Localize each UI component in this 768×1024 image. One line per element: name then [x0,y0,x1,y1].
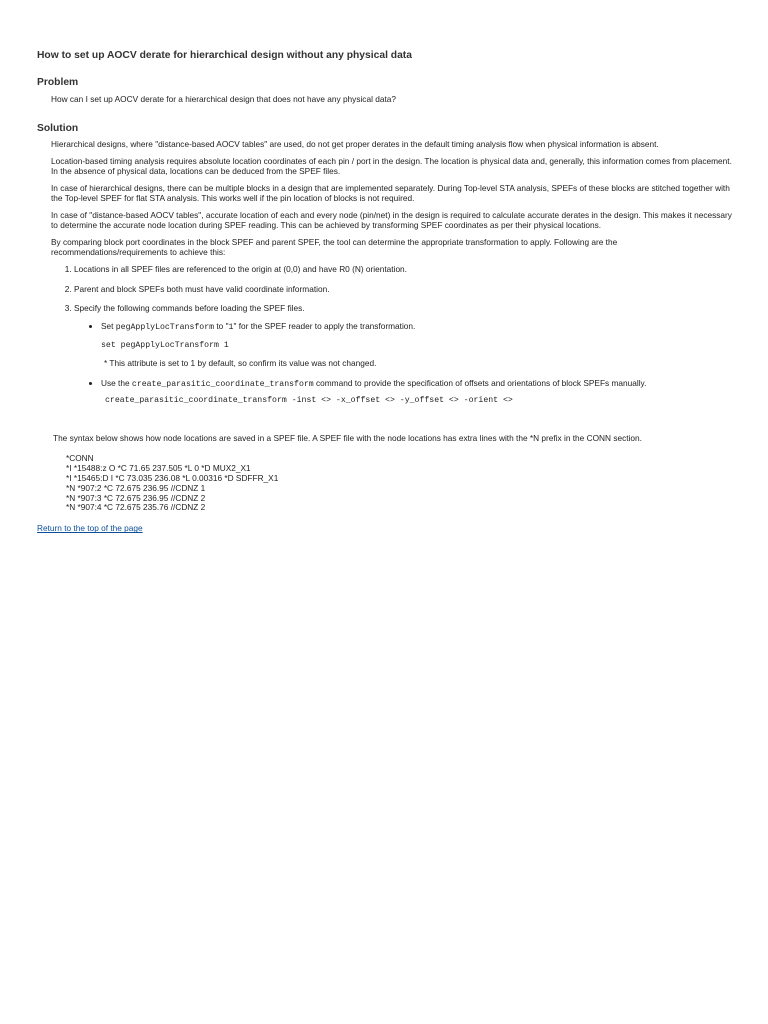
conn-line: *N *907:4 *C 72.675 235.76 //CDNZ 2 [66,502,206,513]
solution-heading: Solution [37,122,79,134]
bullet-text: " for the SPEF reader to apply the transformation. [233,321,416,332]
steps-list [51,265,732,406]
syntax-intro: The syntax below shows how node locations are saved in a SPEF file. A SPEF file with the node locations has extra lines with the *N prefix in the CONN section. [53,432,642,443]
solution-body [51,140,732,258]
bullet-text: to " [214,321,229,332]
step-text: Locations in all SPEF files are referenced to the origin at (0,0) and have R0 (N) orientation. [74,263,407,274]
solution-paragraph: Hierarchical designs, where "distance-based AOCV tables" are used, do not get proper derates in the default timing analysis flow when physical information is absent. [51,138,659,149]
conn-line: *I *15465:D I *C 73.035 236.08 *L 0.00316 *D SDFFR_X1 [66,472,279,483]
command-code-block: create_parasitic_coordinate_transform -inst <> -x_offset <> -y_offset <> -orient <> [105,395,513,405]
step-item [74,304,732,405]
step-item [74,265,732,275]
bullet-text: Use the [101,378,132,389]
conn-line: *I *15488:z O *C 71.65 237.505 *L 0 *D MUX2_X1 [66,462,251,473]
conn-line: *N *907:3 *C 72.675 236.95 //CDNZ 2 [66,492,206,503]
step-text: Specify the following commands before loading the SPEF files. [74,303,305,314]
bullet-item [101,379,732,406]
bullet-text: command to provide the specification of offsets and orientations of block SPEFs manually. [313,378,647,389]
conn-line: *CONN [66,452,94,463]
solution-paragraph: By comparing block port coordinates in the block SPEF and parent SPEF, the tool can determine the appropriate transformation to apply. Following are the recommendations/requirements to achieve this: [51,236,618,257]
command-code-block: set pegApplyLocTransform 1 [101,341,229,351]
attribute-code: pegApplyLocTransform [115,323,215,333]
step-text: Parent and block SPEFs both must have valid coordinate information. [74,283,330,294]
step-item [74,285,732,295]
solution-paragraph: In case of "distance-based AOCV tables", accurate location of each and every node (pin/net) in the design is required to calculate accurate derates in the design. This makes it necessary to determine the accurate node location during SPEF reading. This can be achieved by transforming SPEF coordinates as per their physical locations. [51,209,732,230]
command-bullets [74,322,732,405]
value-code: 1 [228,323,234,333]
problem-heading: Problem [37,77,79,89]
problem-text: How can I set up AOCV derate for a hierarchical design that does not have any physical data? [51,93,396,104]
solution-paragraph: In case of hierarchical designs, there can be multiple blocks in a design that are implemented separately. During Top-level STA analysis, SPEFs of these blocks are stitched together with the Top-level SPEF for flat STA analysis. This works well if the pin location of blocks is not required. [51,182,730,203]
conn-line: *N *907:2 *C 72.675 236.95 //CDNZ 1 [66,482,206,493]
return-to-top-link[interactable]: Return to the top of the page [37,523,143,534]
bullet-item [101,322,732,369]
bullet-text: Set [101,321,116,332]
note-text: * This attribute is set to 1 by default, so confirm its value was not changed. [104,358,377,369]
solution-paragraph: Location-based timing analysis requires absolute location coordinates of each pin / port in the design. The location is physical data and, generally, this information comes from placement. In the absence of physical data, locations can be deduced from the SPEF files. [51,155,732,176]
page-title: How to set up AOCV derate for hierarchical design without any physical data [37,50,412,61]
command-code: create_parasitic_coordinate_transform [131,380,314,390]
conn-section [66,454,732,514]
